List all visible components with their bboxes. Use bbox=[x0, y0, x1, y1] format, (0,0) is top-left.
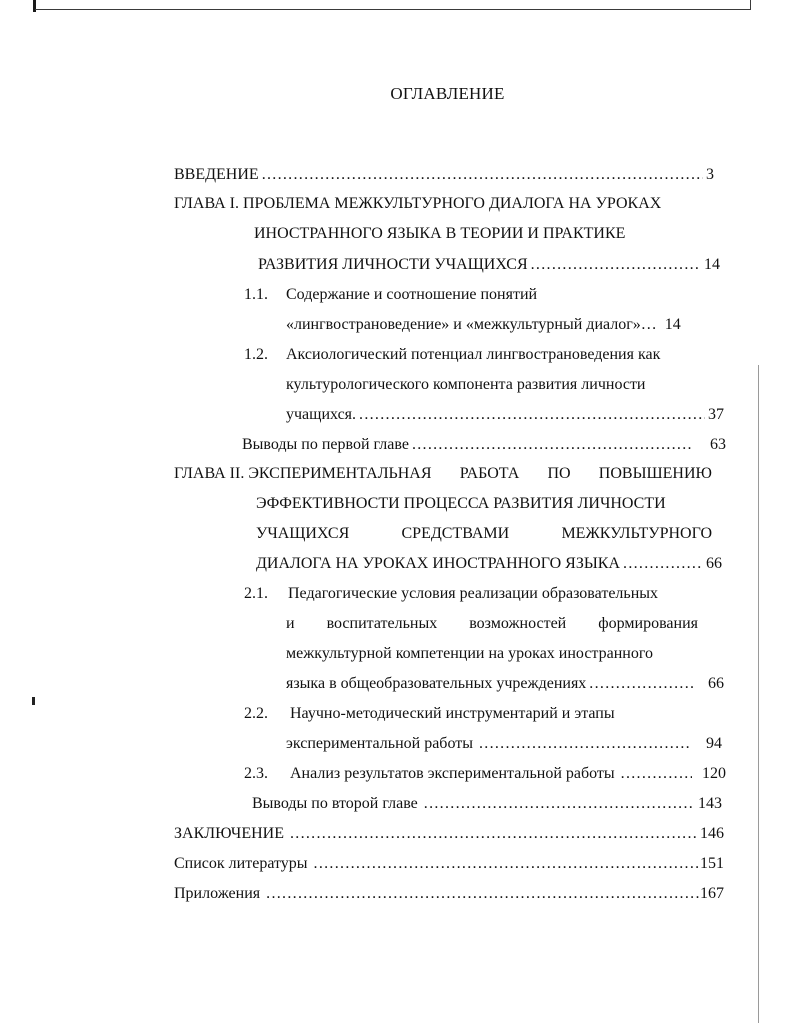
dot-leader bbox=[262, 165, 703, 185]
section-title-cont: «лингвострановедение» и «межкультурный диалог»… bbox=[286, 316, 657, 333]
section-number: 1.2. bbox=[244, 346, 268, 363]
toc-entry-section-1-1[interactable] bbox=[286, 315, 720, 335]
chapter1-title-line1[interactable]: ГЛАВА I. ПРОБЛЕМА МЕЖКУЛЬТУРНОГО ДИАЛОГА НА УРОКАХ bbox=[174, 195, 662, 212]
scan-border-right bbox=[750, 0, 751, 10]
toc-entry-label: ВВЕДЕНИЕ bbox=[174, 166, 259, 183]
section-title-cont: учащихся. bbox=[286, 406, 357, 423]
dot-leader bbox=[290, 824, 697, 844]
section-title: Анализ результатов экспериментальной работы bbox=[290, 765, 615, 782]
chapter2-title-line4: ДИАЛОГА НА УРОКАХ ИНОСТРАННОГО ЯЗЫКА bbox=[256, 555, 621, 572]
toc-entry-page: 3 bbox=[706, 166, 714, 183]
chapter2-title-line1[interactable] bbox=[174, 464, 712, 484]
toc-entry-page: 66 bbox=[708, 675, 724, 692]
section-word: формирования bbox=[598, 615, 698, 632]
toc-entry-chapter2-conclusions[interactable] bbox=[252, 794, 722, 814]
chapter2-word: МЕЖКУЛЬТУРНОГО bbox=[561, 525, 712, 542]
section-2-1-line3[interactable]: межкультурной компетенции на уроках иностранного bbox=[286, 645, 653, 662]
section-number: 2.3. bbox=[244, 765, 268, 782]
section-number: 1.1. bbox=[244, 286, 268, 303]
section-number: 2.1. bbox=[244, 585, 268, 602]
section-title: Педагогические условия реализации образовательных bbox=[288, 585, 659, 602]
toc-entry-section-2-1[interactable] bbox=[286, 674, 724, 694]
dot-leader bbox=[623, 554, 703, 574]
section-title: Научно-методический инструментарий и этапы bbox=[290, 705, 615, 722]
toc-entry-page: 14 bbox=[704, 256, 720, 273]
dot-leader bbox=[589, 674, 696, 694]
toc-entry-section-1-2[interactable] bbox=[286, 405, 724, 425]
section-title-cont: экспериментальной работы bbox=[286, 735, 473, 752]
toc-entry-page: 143 bbox=[698, 795, 722, 812]
dot-leader bbox=[531, 255, 701, 275]
chapter2-word: УЧАЩИХСЯ bbox=[256, 525, 350, 542]
toc-entry-page: 37 bbox=[708, 406, 724, 423]
section-number: 2.2. bbox=[244, 705, 268, 722]
dot-leader bbox=[424, 794, 695, 814]
chapter1-title-line3: РАЗВИТИЯ ЛИЧНОСТИ УЧАЩИХСЯ bbox=[258, 256, 528, 273]
dot-leader bbox=[621, 764, 692, 784]
toc-entry-conclusion[interactable] bbox=[174, 824, 724, 844]
toc-entry-label: ЗАКЛЮЧЕНИЕ bbox=[174, 825, 284, 842]
toc-entry-chapter1[interactable] bbox=[258, 255, 720, 275]
toc-entry-appendices[interactable] bbox=[174, 884, 724, 904]
section-1-2-line2[interactable]: культурологического компонента развития личности bbox=[286, 376, 646, 393]
section-word: возможностей bbox=[469, 615, 567, 632]
dot-leader bbox=[479, 734, 692, 754]
section-1-2-line1[interactable] bbox=[244, 345, 660, 365]
toc-entry-page: 120 bbox=[702, 765, 726, 782]
chapter1-title-line2[interactable]: ИНОСТРАННОГО ЯЗЫКА В ТЕОРИИ И ПРАКТИКЕ bbox=[254, 225, 626, 242]
toc-entry-page: 146 bbox=[700, 825, 724, 842]
page-title: ОГЛАВЛЕНИЕ bbox=[390, 84, 505, 103]
scan-border-left bbox=[33, 0, 36, 12]
chapter2-word: ПО bbox=[547, 465, 571, 482]
toc-entry-chapter1-conclusions[interactable] bbox=[242, 435, 726, 455]
dot-leader bbox=[266, 884, 700, 904]
chapter2-word: ПОВЫШЕНИЮ bbox=[598, 465, 712, 482]
toc-entry-section-2-2[interactable] bbox=[286, 734, 722, 754]
toc-entry-label: Выводы по первой главе bbox=[242, 436, 409, 453]
dot-leader bbox=[412, 435, 692, 455]
scan-mark bbox=[32, 697, 35, 705]
toc-entry-page: 66 bbox=[706, 555, 722, 572]
section-2-2-line1[interactable] bbox=[244, 704, 615, 724]
chapter2-title-line3[interactable] bbox=[256, 524, 712, 544]
dot-leader bbox=[314, 854, 700, 874]
chapter2-word: РАБОТА bbox=[459, 465, 520, 482]
section-title: Содержание и соотношение понятий bbox=[286, 286, 538, 303]
scan-shadow-line bbox=[758, 365, 759, 1023]
toc-entry-page: 167 bbox=[700, 885, 724, 902]
toc-entry-section-2-3[interactable] bbox=[244, 764, 726, 784]
toc-entry-page: 14 bbox=[664, 316, 681, 333]
toc-entry-label: Выводы по второй главе bbox=[252, 795, 418, 812]
toc-entry-page: 63 bbox=[710, 436, 726, 453]
chapter2-title-line2[interactable]: ЭФФЕКТИВНОСТИ ПРОЦЕССА РАЗВИТИЯ ЛИЧНОСТИ bbox=[256, 495, 666, 512]
section-2-1-line1[interactable] bbox=[244, 584, 658, 604]
section-word: воспитательных bbox=[326, 615, 438, 632]
section-title-cont: языка в общеобразовательных учреждениях bbox=[286, 675, 587, 692]
toc-entry-label: Список литературы bbox=[174, 855, 308, 872]
section-word: и bbox=[286, 615, 295, 632]
toc-entry-references[interactable] bbox=[174, 854, 724, 874]
toc-entry-label: Приложения bbox=[174, 885, 261, 902]
toc-entry-page: 151 bbox=[700, 855, 724, 872]
scan-border-top bbox=[35, 9, 751, 10]
toc-entry-intro[interactable] bbox=[174, 165, 714, 185]
section-2-1-line2[interactable] bbox=[286, 614, 698, 634]
toc-entry-page: 94 bbox=[706, 735, 722, 752]
chapter2-word: СРЕДСТВАМИ bbox=[401, 525, 510, 542]
section-1-1-line1[interactable] bbox=[244, 285, 537, 305]
toc-entry-chapter2[interactable] bbox=[256, 554, 722, 574]
section-title: Аксиологический потенциал лингвострановедения как bbox=[286, 346, 661, 363]
chapter2-word: ГЛАВА II. ЭКСПЕРИМЕНТАЛЬНАЯ bbox=[174, 465, 432, 482]
dot-leader bbox=[359, 405, 705, 425]
